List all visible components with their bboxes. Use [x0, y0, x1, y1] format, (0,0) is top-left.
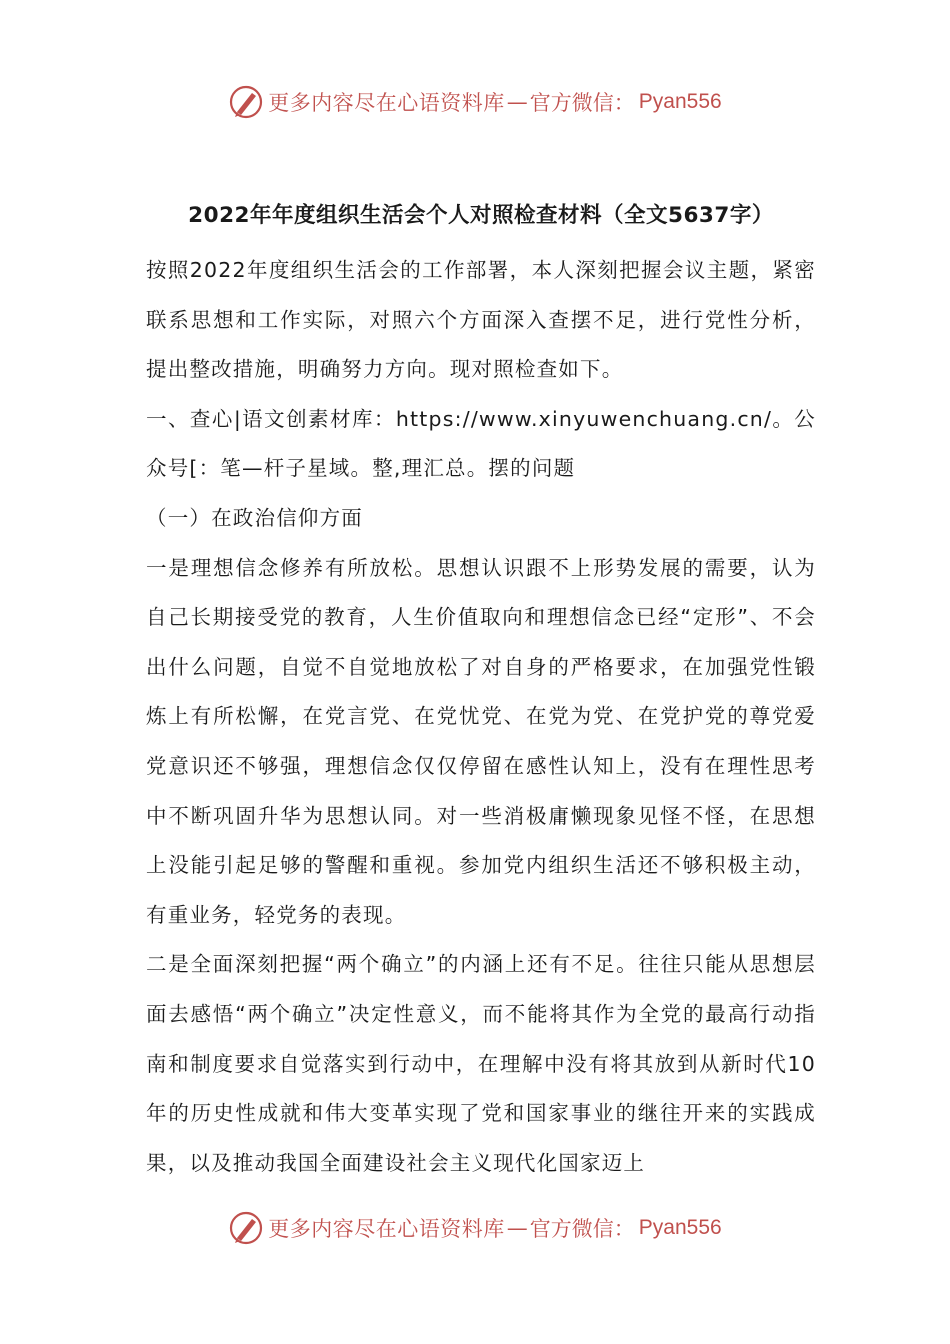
document-title: 2022年年度组织生活会个人对照检查材料（全文5637字） [188, 203, 774, 228]
paragraph-point-1: 一是理想信念修养有所放松。思想认识跟不上形势发展的需要，认为自己长期接受党的教育，人生价值取向和理想信念已经“定形”、不会出什么问题，自觉不自觉地放松了对自身的严格要求，在加强党性锻炼上有所松懈，在党言党、在党忧党、在党为党、在党护党的尊党爱党意识还不够强，理想信念仅仅停留在感性认知上，没有在理性思考中不断巩固升华为思想认同。对一些消极庸懒现象见怪不怪，在思想上没能引起足够的警醒和重视。参加党内组织生活还不够积极主动，有重业务，轻党务的表现。 [146, 555, 816, 927]
paragraph-intro: 按照2022年度组织生活会的工作部署，本人深刻把握会议主题，紧密联系思想和工作实际，对照六个方面深入查摆不足，进行党性分析，提出整改措施，明确努力方向。现对照检查如下。 [146, 258, 816, 382]
section-heading-1: 一、查心|语文创素材库：https://www.xinyuwenchuang.cn/。公众号[：笔—杆子星域。整,理汇总。摆的问题 [146, 406, 816, 481]
pen-logo-icon [228, 84, 264, 120]
wechat-label: 官方微信： [529, 91, 635, 115]
banner-text: 更多内容尽在心语资料库 [268, 1217, 505, 1241]
wechat-id: Pyan556 [638, 1216, 722, 1239]
banner-text: 更多内容尽在心语资料库 [268, 91, 505, 115]
footer-banner [0, 1208, 950, 1248]
paragraph-point-2: 二是全面深刻把握“两个确立”的内涵上还有不足。往往只能从思想层面去感悟“两个确立”决定性意义，而不能将其作为全党的最高行动指南和制度要求自觉落实到行动中，在理解中没有将其放到从新时代10年的历史性成就和伟大变革实现了党和国家事业的继往开来的实践成果，以及推动我国全面建设社会主义现代化国家迈上 [146, 952, 816, 1175]
banner-separator: — [506, 90, 528, 114]
subsection-heading: （一）在政治信仰方面 [146, 505, 363, 530]
pen-logo-icon [228, 1210, 264, 1246]
wechat-id: Pyan556 [638, 90, 722, 113]
document-body [146, 196, 816, 1188]
banner-separator: — [506, 1216, 528, 1240]
header-banner [0, 82, 950, 122]
wechat-label: 官方微信： [529, 1217, 635, 1241]
